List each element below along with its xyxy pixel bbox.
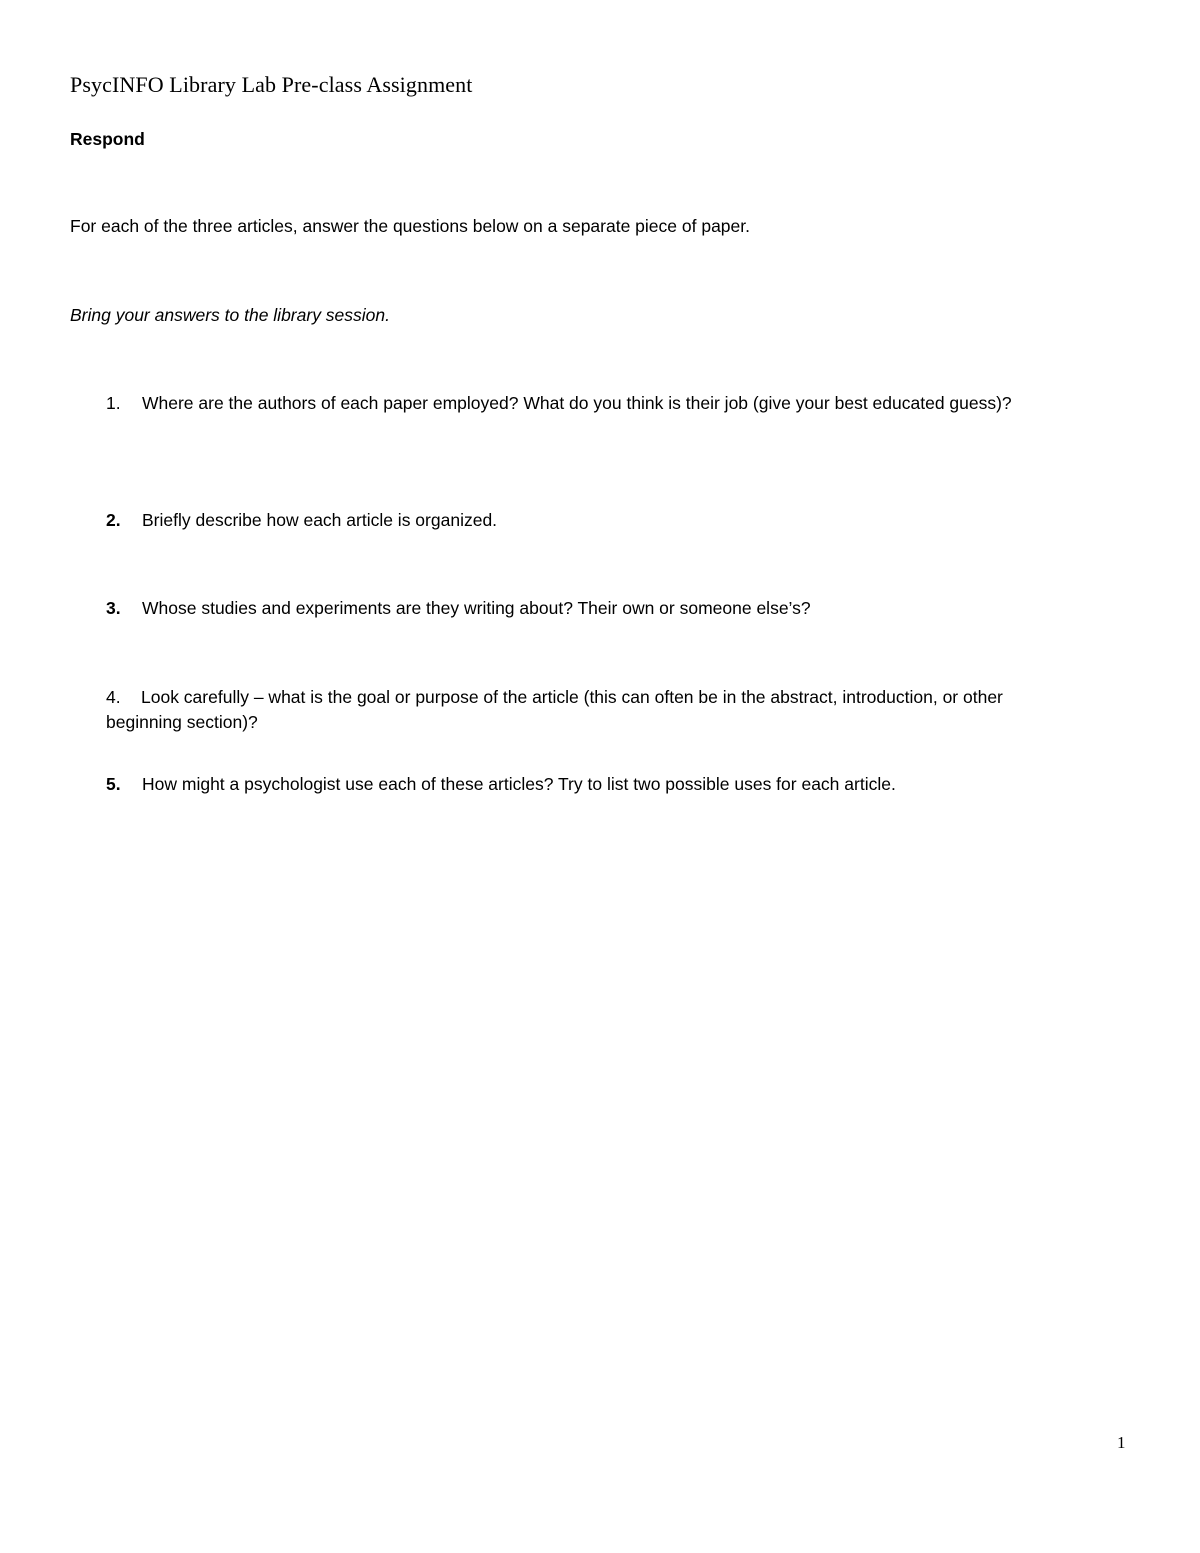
section-heading: Respond	[70, 129, 145, 149]
question-text-line2: beginning section)?	[106, 712, 258, 732]
bring-note: Bring your answers to the library session.	[70, 305, 390, 325]
question-text-line1: Look carefully – what is the goal or purpose of the article (this can often be in the abstract, introduction, or other	[141, 687, 1003, 707]
question-1	[106, 391, 1066, 416]
question-text: Briefly describe how each article is organized.	[142, 510, 498, 530]
question-number: 1.	[106, 393, 121, 413]
document-title: PsycINFO Library Lab Pre-class Assignment	[70, 72, 473, 97]
question-text: Where are the authors of each paper employed? What do you think is their job (give your best educated guess)?	[142, 393, 1012, 413]
question-3	[106, 596, 1086, 621]
question-5	[106, 772, 1086, 797]
question-text: Whose studies and experiments are they writing about? Their own or someone else’s?	[142, 598, 811, 618]
page-number: 1	[1117, 1433, 1126, 1452]
instruction-text: For each of the three articles, answer the questions below on a separate piece of paper.	[70, 216, 750, 236]
question-2	[106, 508, 1086, 533]
question-number: 2.	[106, 510, 121, 530]
question-number: 3.	[106, 598, 121, 618]
question-number: 4.	[106, 687, 121, 707]
question-text: How might a psychologist use each of these articles? Try to list two possible uses for each article.	[142, 774, 896, 794]
question-number: 5.	[106, 774, 121, 794]
question-4	[106, 685, 1146, 735]
